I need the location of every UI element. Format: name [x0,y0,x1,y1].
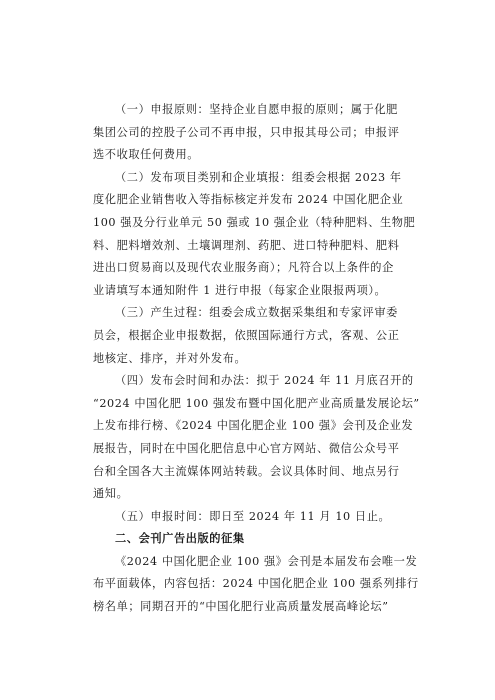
paragraph-application-deadline [0,506,393,529]
text-line: 100 强及分行业单元 50 强或 10 强企业（特种肥料、生物肥 [93,215,416,229]
text-line: 度化肥企业销售收入等指标核定并发布 2024 中国化肥企业 [93,193,404,207]
text-line: 进出口贸易商以及现代农业服务商）；凡符合以上条件的企 [93,261,394,275]
text-line: 选不收取任何费用。 [93,148,200,162]
paragraph-release-conference [0,370,420,506]
text-line: 榜名单；同期召开的“中国化肥行业高质量发展高峰论坛” [93,600,389,614]
text-line: 料、肥料增效剂、土壤调理剂、药肥、进口特种肥料、肥料 [93,238,400,252]
text-line: 布平面载体，内容包括：2024 中国化肥企业 100 强系列排行 [93,577,419,591]
text-line: 业请填写本通知附件 1 进行申报（每家企业限报两项）。 [93,283,387,297]
text-line: “2024 中国化肥 100 强发布暨中国化肥产业高质量发展论坛” [93,396,420,410]
text-line: （五）申报时间：即日至 2024 年 11 月 10 日止。 [115,509,391,523]
text-line: （四）发布会时间和办法：拟于 2024 年 11 月底召开的 [115,374,414,388]
text-line: （三）产生过程：组委会成立数据采集组和专家评审委 [115,306,398,320]
paragraph-application-principle [0,99,400,167]
text-line: 地核定、排序，并对外发布。 [93,351,247,365]
section-heading-journal-ads [0,528,393,551]
text-line: 台和全国各大主流媒体网站转载。会议具体时间、地点另行 [93,464,400,478]
text-line: 上发布排行榜、《2024 中国化肥企业 100 强》会刊及企业发 [93,419,414,433]
text-line: （一）申报原则：坚持企业自愿申报的原则；属于化肥 [115,103,398,116]
text-line: 展报告，同时在中国化肥信息中心官方网站、微信公众号平 [93,441,400,455]
paragraph-generation-process [0,302,400,370]
text-line: 员会，根据企业申报数据，依照国际通行方式，客观、公正 [93,328,400,342]
text-line: 集团公司的控股子公司不再申报，只申报其母公司；申报评 [93,125,400,139]
paragraph-categories-and-filing [0,167,416,303]
text-line: 通知。 [93,487,129,501]
heading-text: 二、会刊广告出版的征集 [115,532,245,546]
text-line: （二）发布项目类别和企业填报：组委会根据 2023 年 [115,170,402,184]
paragraph-journal-description [0,551,419,619]
text-line: 《2024 中国化肥企业 100 强》会刊是本届发布会唯一发 [115,554,418,568]
